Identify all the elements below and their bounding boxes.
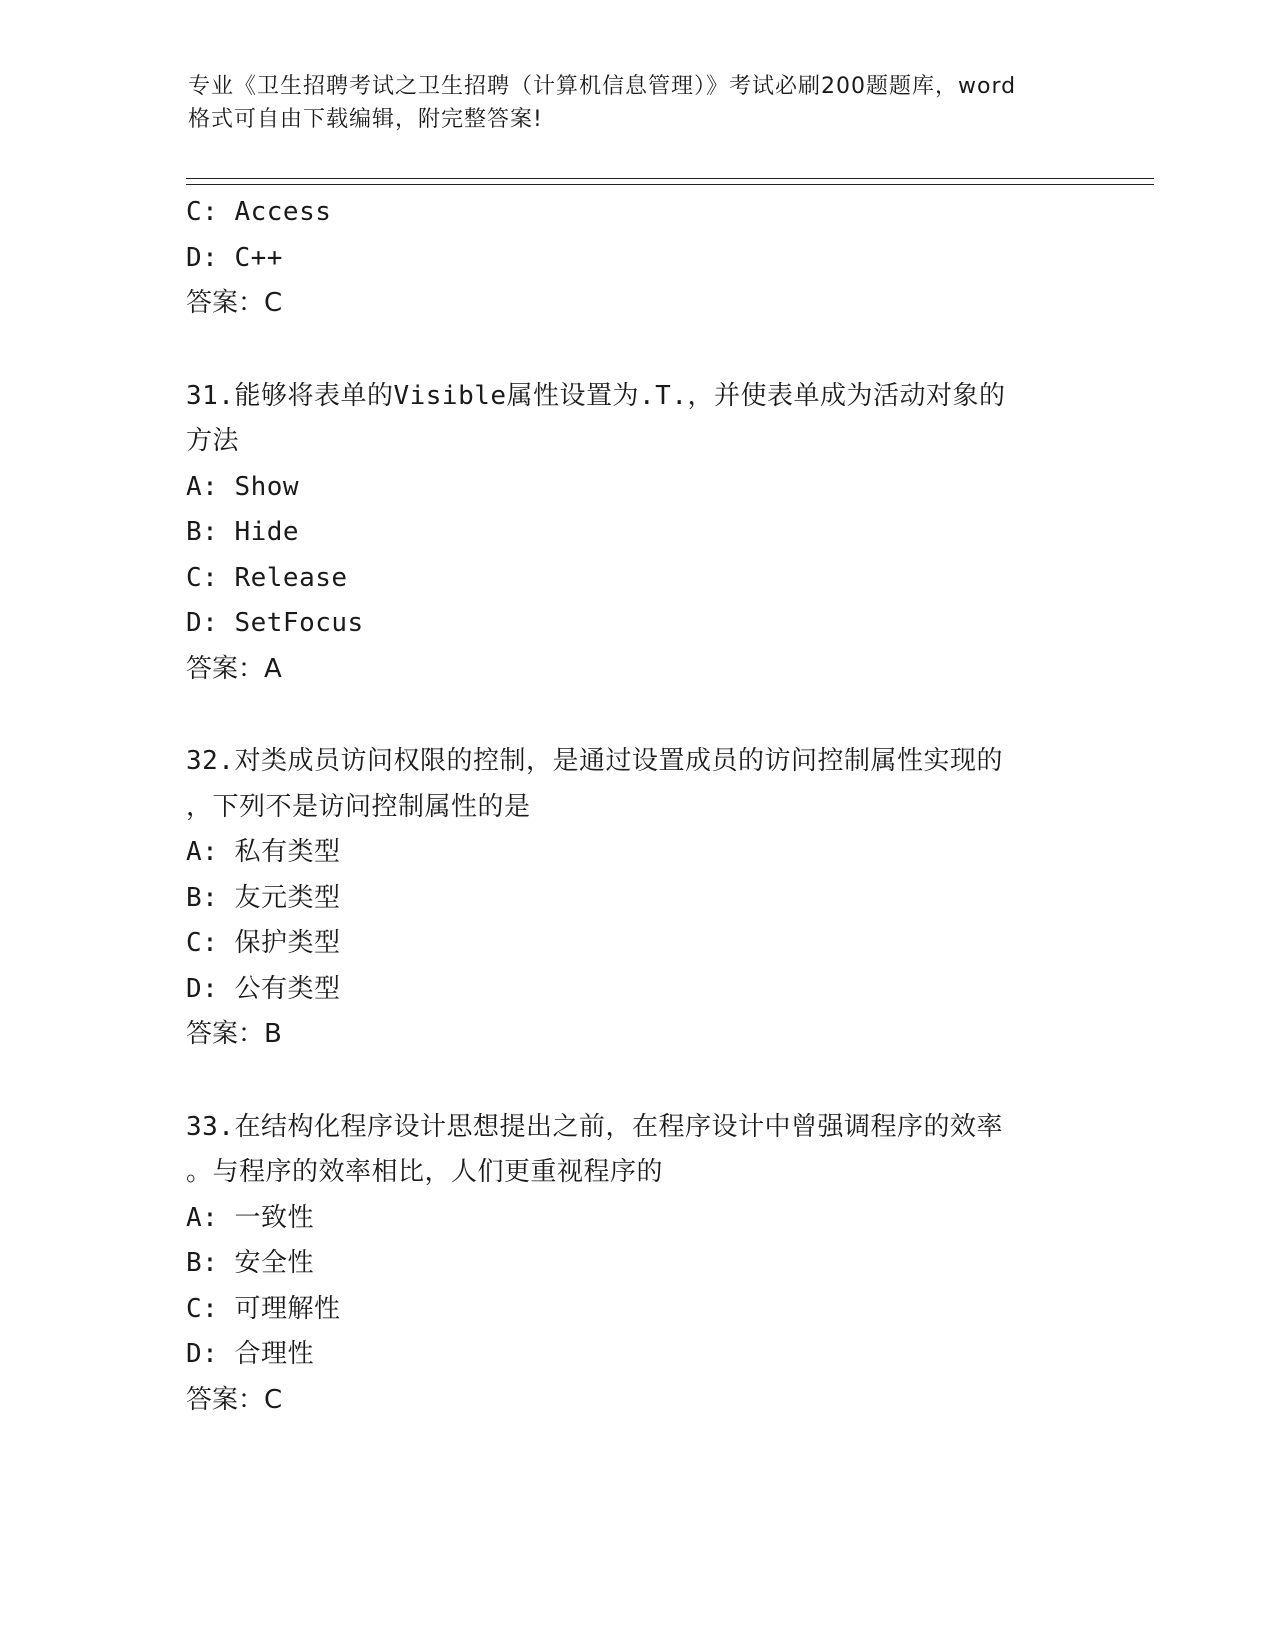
option-c: C: Release	[186, 562, 348, 593]
header-line-1: 专业《卫生招聘考试之卫生招聘（计算机信息管理）》考试必刷200题题库，word	[188, 74, 1017, 99]
header-line-2: 格式可自由下载编辑，附完整答案!	[188, 107, 543, 132]
question-text-continued: 方法	[186, 426, 240, 456]
question-block-32	[186, 739, 1086, 1058]
option-a: A: 私有类型	[186, 837, 341, 867]
option-b: B: 安全性	[186, 1248, 314, 1278]
option-c: C: Access	[186, 197, 332, 227]
page-header	[188, 70, 1088, 136]
question-text: 31.能够将表单的Visible属性设置为.T.，并使表单成为活动对象的	[186, 380, 1006, 411]
question-text: 32.对类成员访问权限的控制，是通过设置成员的访问控制属性实现的	[186, 746, 1003, 776]
question-text-continued: ，下列不是访问控制属性的是	[186, 791, 531, 822]
option-c: C: 保护类型	[186, 928, 341, 958]
option-c: C: 可理解性	[186, 1293, 341, 1324]
option-d: D: SetFocus	[186, 608, 364, 638]
spacer	[186, 1058, 1086, 1105]
question-block-30	[186, 190, 1086, 327]
question-block-31	[186, 374, 1086, 693]
option-b: B: Hide	[186, 517, 300, 547]
option-d: D: 公有类型	[186, 973, 341, 1004]
answer-line: 答案：A	[186, 653, 282, 684]
answer-line: 答案：C	[186, 288, 283, 318]
option-a: A: Show	[186, 471, 300, 502]
spacer	[186, 692, 1086, 739]
option-d: D: 合理性	[186, 1339, 314, 1369]
answer-line: 答案：B	[186, 1019, 282, 1049]
option-a: A: 一致性	[186, 1202, 314, 1233]
header-divider	[186, 178, 1154, 185]
answer-line: 答案：C	[186, 1384, 283, 1415]
question-block-33	[186, 1105, 1086, 1424]
question-text: 33.在结构化程序设计思想提出之前，在程序设计中曾强调程序的效率	[186, 1111, 1003, 1142]
option-d: D: C++	[186, 242, 283, 273]
option-b: B: 友元类型	[186, 882, 341, 913]
document-body	[186, 190, 1086, 1423]
spacer	[186, 327, 1086, 374]
question-text-continued: 。与程序的效率相比，人们更重视程序的	[186, 1157, 664, 1187]
